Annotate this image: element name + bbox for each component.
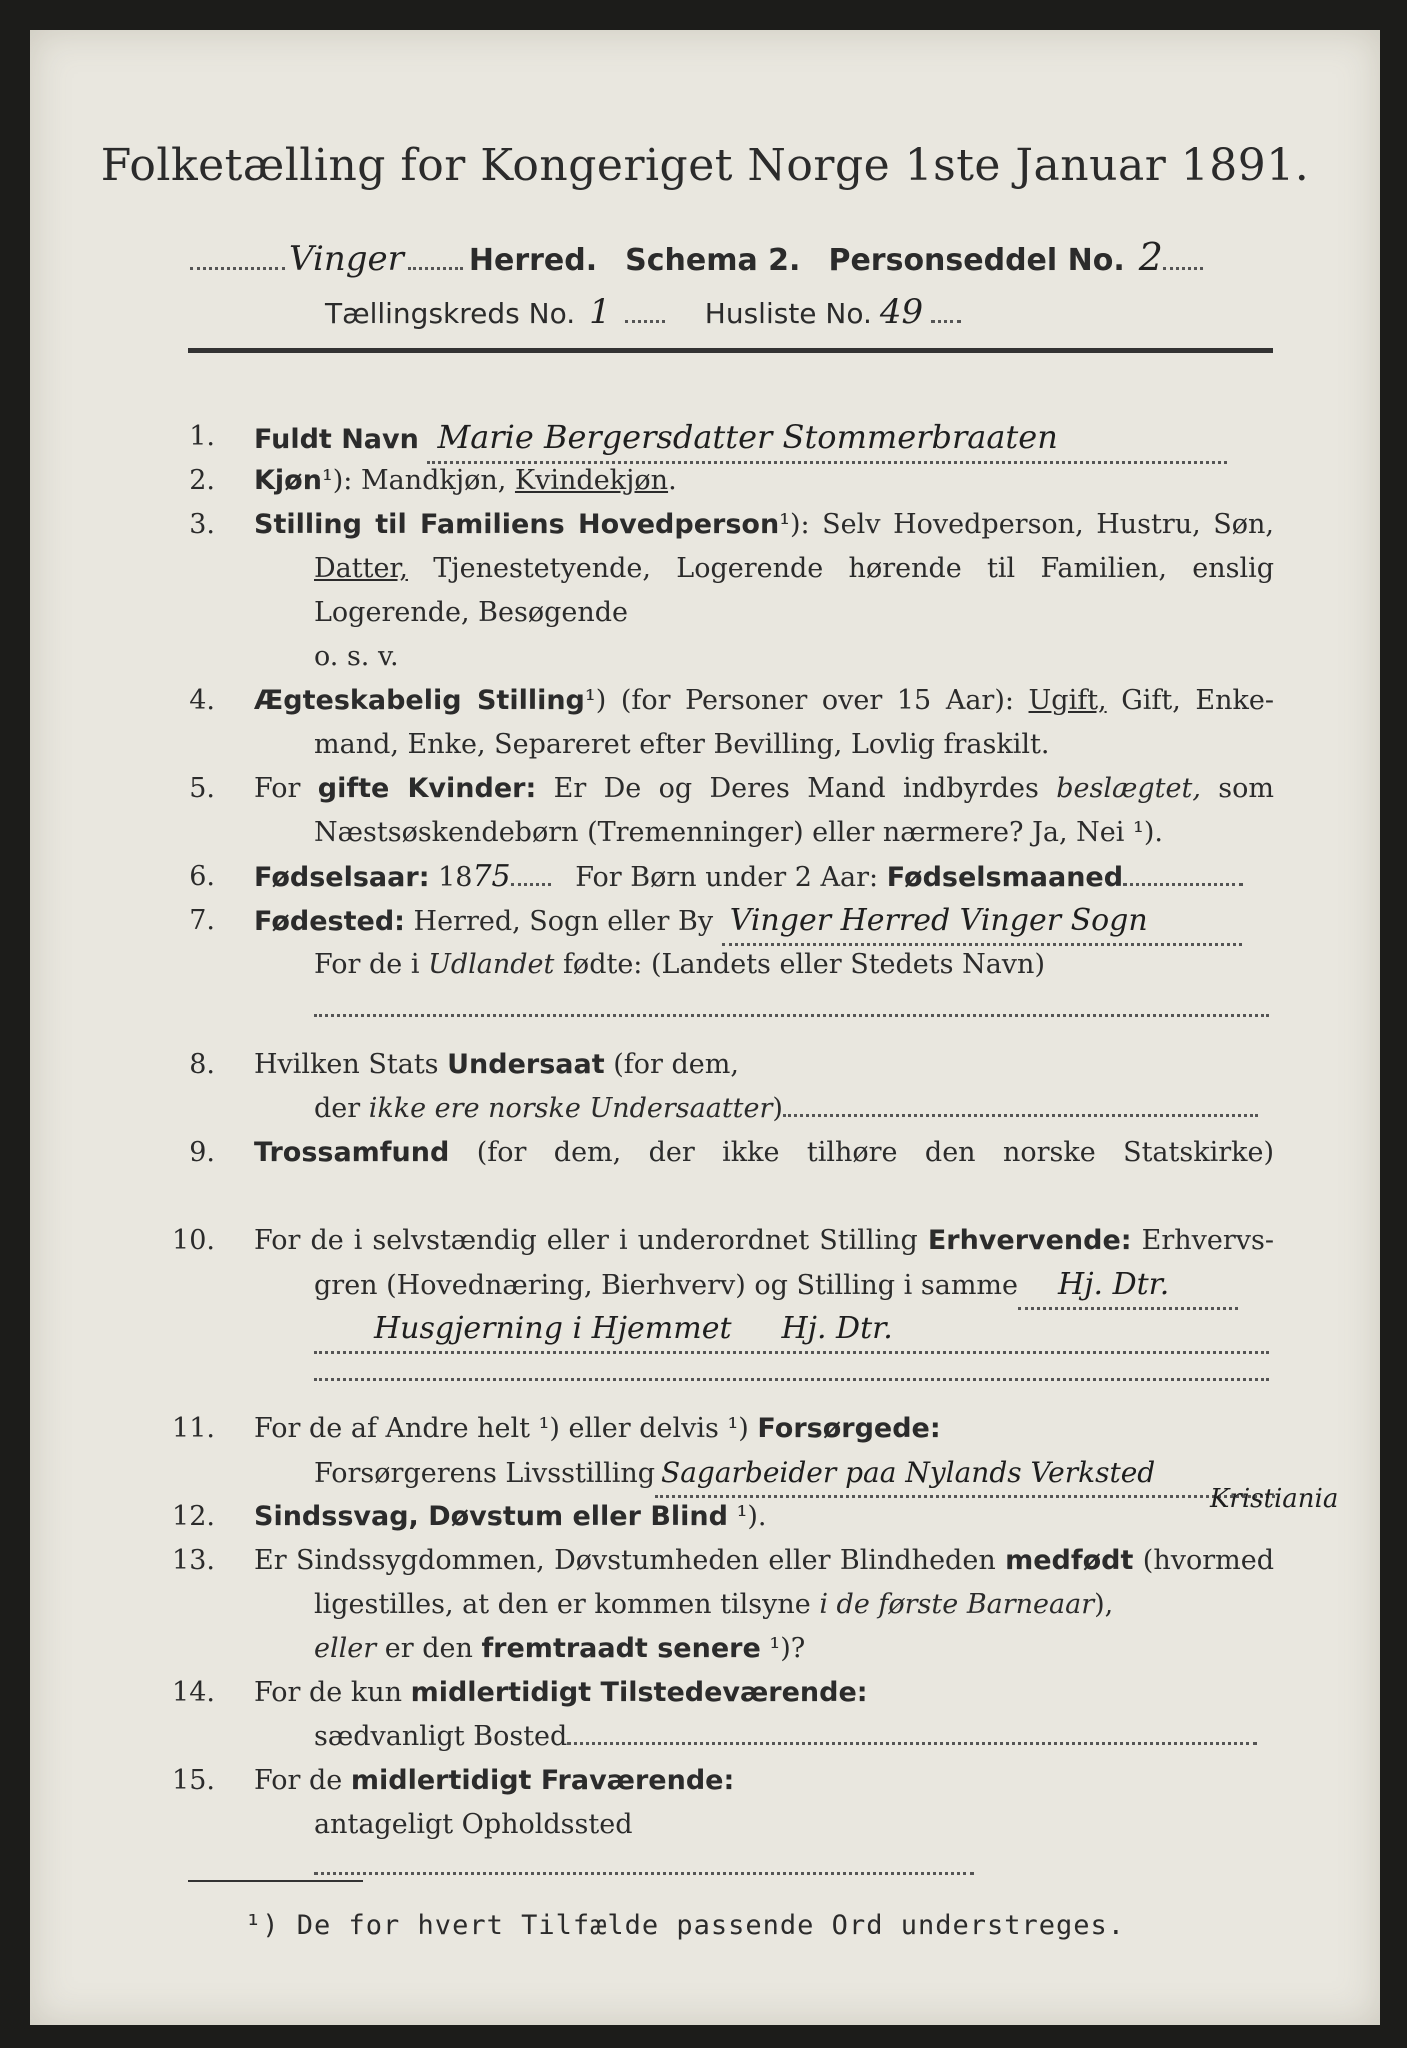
occupation-value: Husgjerning i Hjemmet <box>374 1311 732 1346</box>
header-divider <box>188 348 1273 353</box>
header-line-2 <box>325 292 961 332</box>
herred-value: Vinger <box>289 239 404 279</box>
census-form: Folketælling for Kongeriget Norge 1ste Januar 1891. Vinger Herred. Schema 2. Personseddel No. 2 Tællingskreds No. 1 Husliste No. 49 1. Fuldt Navn Marie Bergersdatter Stommerbraaten 2. Kjøn¹): Mandkjøn, Kvindekjøn. 3. Stilling til Familiens Hovedperson¹): Selv Hovedperson, Hustru, Søn, Datter, Tjenestetyende, Logerende hørende til Familien, enslig Logerende, Besøgende o. s. v. 4. Ægteskabelig Stilling¹) (for Personer over 15 Aar): Ugift, Gift, Enke- mand, Enke, Separeret efter Bevilling, Lovlig fraskilt. 5. For gifte Kvinder: Er De og Deres Mand indbyrdes beslægtet, som Næstsøskendebørn (Tremenninger) eller nærmere? Ja, Nei ¹). 6. Fødselsaar: 1875 For Børn under 2 Aar: Fødselsmaaned 7. Fødested: Herred, Sogn eller By Vinger Herred Vinger Sogn For de i Udlandet fødte: (Landets eller Stedets Navn) 8. Hvilken Stats Undersaat (for dem, der ikke ere norske Undersaatter) 9. Trossamfund (for dem, der ikke tilhøre den norske Statskirke) 10. For de i selvstændig eller i underordnet Stilling Erhvervende: Erhvervs- gren (Hovednæring, Bierhverv) og Stilling i samme Hj. Dtr. Husgjerning i Hjemmet Hj. Dtr. 11. For de af Andre helt ¹) eller delvis ¹) Forsørgede: Forsørgerens Livsstilling Sagarbeider paa Nylands Verksted Kristiania 12. Sindssvag, Døvstum eller Blind ¹). 13. Er Sindssygdommen, Døvstumheden eller Blindheden medfødt (hvormed ligestilles, at den er kommen tilsyne i de første Barneaar), eller er den fremtraadt senere ¹)? 14. For de kun midlertidigt Tilstedeværende: sædvanligt Bosted 15. For de midlertidigt Fraværende: antageligt Opholdssted ¹) De for hvert Tilfælde passende Ord understreges. <box>30 30 1380 2025</box>
husliste-value: 49 <box>879 292 924 332</box>
kreds-label: Tællingskreds No. <box>325 297 576 330</box>
header-line-1 <box>190 235 1203 279</box>
birth-year-value: 75 <box>472 859 511 894</box>
footnote-divider <box>188 1880 363 1882</box>
personseddel-value: 2 <box>1138 235 1163 279</box>
relation-selected: Datter, <box>314 553 408 584</box>
footnote: ¹) De for hvert Tilfælde passende Ord understreges. <box>245 1910 1126 1941</box>
birthplace-value: Vinger Herred Vinger Sogn <box>729 903 1148 938</box>
personseddel-label: Personseddel No. <box>828 243 1125 278</box>
kreds-value: 1 <box>589 292 611 332</box>
marital-selected: Ugift, <box>1028 685 1107 716</box>
occupation-position-value: Hj. Dtr. <box>781 1311 893 1346</box>
provider-location-value: Kristiania <box>1210 1484 1339 1514</box>
schema-label: Schema 2. <box>625 243 801 278</box>
herred-label: Herred. <box>468 243 598 278</box>
provider-occupation-value: Sagarbeider paa Nylands Verksted <box>661 1456 1156 1489</box>
full-name-value: Marie Bergersdatter Stommerbraaten <box>437 418 1058 456</box>
husliste-label: Husliste No. <box>704 297 872 330</box>
form-title: Folketælling for Kongeriget Norge 1ste Januar 1891. <box>100 140 1310 191</box>
gender-selected: Kvindekjøn <box>514 465 669 496</box>
occupation-note-value: Hj. Dtr. <box>1058 1267 1170 1302</box>
